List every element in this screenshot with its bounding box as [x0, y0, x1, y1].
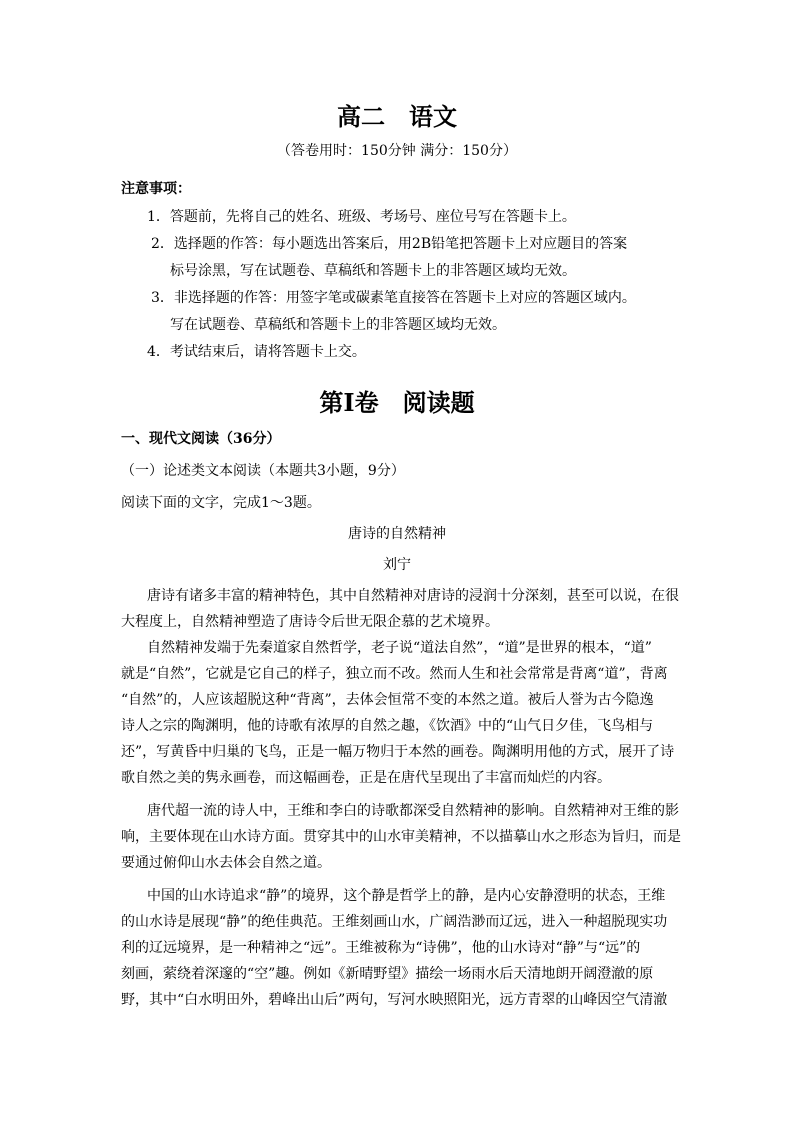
article-line: “自然”的，人应该超脱这种“背离”，去体会恒常不变的本然之道。被后人誉为古今隐逸 [121, 692, 654, 708]
notice-heading: 注意事项： [121, 181, 191, 197]
notice-item-4: 4．考试结束后，请将答题卡上交。 [147, 344, 366, 360]
notice-item-3-cont: 写在试题卷、草稿纸和答题卡上的非答题区域均无效。 [170, 317, 506, 333]
article-line: 唐代超一流的诗人中，王维和李白的诗歌都深受自然精神的影响。自然精神对王维的影 [147, 803, 679, 819]
article-line: 大程度上，自然精神塑造了唐诗令后世无限企慕的艺术境界。 [121, 614, 499, 630]
sub-heading: （一）论述类文本阅读（本题共3小题，9分） [121, 463, 405, 479]
article-title: 唐诗的自然精神 [348, 526, 446, 542]
notice-item-2-cont: 标号涂黑，写在试题卷、草稿纸和答题卡上的非答题区域均无效。 [170, 263, 576, 279]
article-line: 野，其中“白水明田外，碧峰出山后”两句，写河水映照阳光，远方青翠的山峰因空气清澈 [121, 992, 668, 1008]
article-line: 要通过俯仰山水去体会自然之道。 [121, 855, 331, 871]
article-line: 诗人之宗的陶渊明，他的诗歌有浓厚的自然之趣，《饮酒》中的“山气日夕佳，飞鸟相与 [121, 718, 654, 734]
article-line: 中国的山水诗追求“静”的境界，这个静是哲学上的静，是内心安静澄明的状态，王维 [147, 888, 666, 904]
article-line: 唐诗有诸多丰富的精神特色，其中自然精神对唐诗的浸润十分深刻，甚至可以说，在很 [147, 588, 679, 604]
exam-info: （答卷用时：150分钟 满分：150分） [277, 143, 517, 159]
section-title [0, 388, 794, 418]
article-line: 的山水诗是展现“静”的绝佳典范。王维刻画山水，广阔浩渺而辽远，进入一种超脱现实功 [121, 914, 668, 930]
article-line: 刻画，萦绕着深邃的“空”趣。例如《新晴野望》描绘一场雨水后天清地朗开阔澄澈的原 [121, 966, 654, 982]
part-heading: 一、现代文阅读（36分） [121, 431, 281, 447]
notice-item-3: 3．非选择题的作答：用签字笔或碳素笔直接答在答题卡上对应的答题区域内。 [151, 290, 636, 306]
article-author: 刘宁 [383, 557, 411, 573]
page-title [0, 102, 794, 132]
instruction: 阅读下面的文字，完成1～3题。 [121, 495, 321, 511]
section-title-name: 阅读题 [402, 388, 475, 417]
title-subject-name: 语文 [409, 102, 457, 131]
article-line: 响，主要体现在山水诗方面。贯穿其中的山水审美精神，不以描摹山水之形态为旨归，而是 [121, 829, 681, 845]
notice-item-2: 2．选择题的作答：每小题选出答案后，用2B铅笔把答题卡上对应题目的答案 [151, 236, 628, 252]
article-line: 歌自然之美的隽永画卷，而这幅画卷，正是在唐代呈现出了丰富而灿烂的内容。 [121, 770, 611, 786]
article-line: 就是“自然”，它就是它自己的样子，独立而不改。然而人生和社会常常是背离“道”，背离 [121, 666, 668, 682]
title-subject-grade: 高二 [337, 102, 385, 131]
notice-item-1: 1．答题前，先将自己的姓名、班级、考场号、座位号写在答题卡上。 [147, 209, 576, 225]
section-title-volume: 第Ⅰ卷 [319, 388, 379, 417]
article-line: 利的辽远境界，是一种精神之“远”。王维被称为“诗佛”，他的山水诗对“静”与“远”的 [121, 940, 641, 956]
article-line: 还”，写黄昏中归巢的飞鸟，正是一幅万物归于本然的画卷。陶渊明用他的方式，展开了诗 [121, 744, 675, 760]
article-line: 自然精神发端于先秦道家自然哲学，老子说“道法自然”，“道”是世界的根本，“道” [147, 640, 652, 656]
